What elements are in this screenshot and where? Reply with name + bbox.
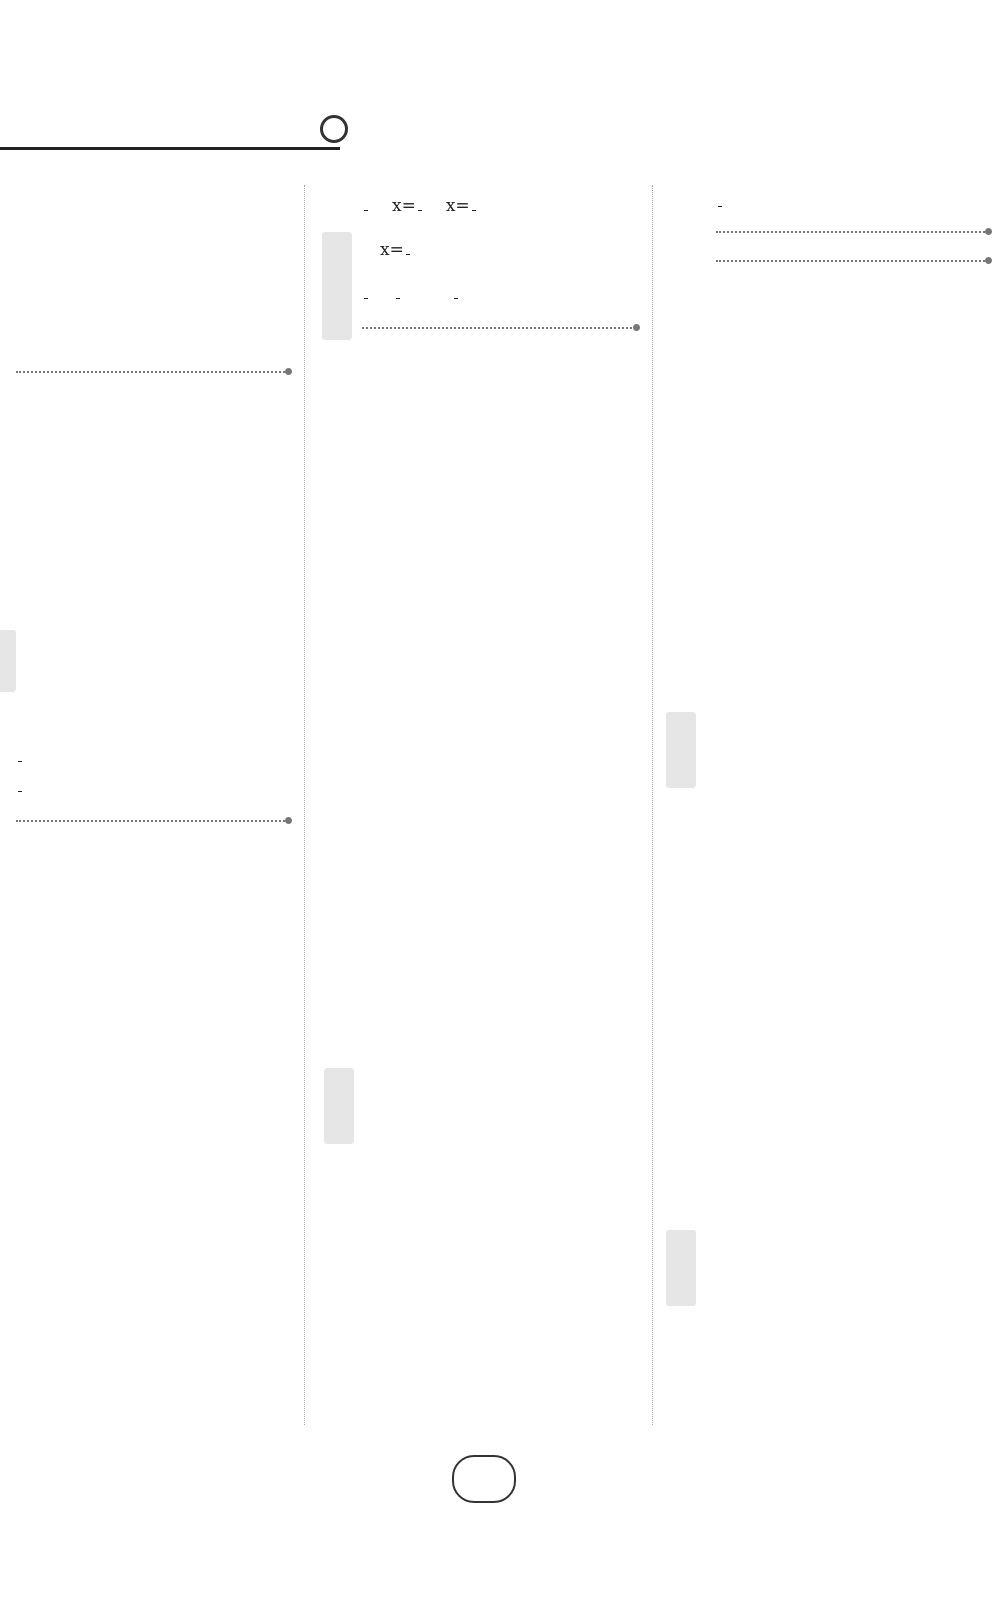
page-header [0, 95, 360, 155]
table-cell [16, 331, 120, 360]
table-cell [131, 605, 228, 634]
table-cell [120, 244, 218, 273]
table-row [16, 244, 288, 273]
tab-day3 [666, 1230, 696, 1306]
fraction [406, 244, 410, 259]
table-row [16, 488, 288, 517]
table-cell [229, 634, 289, 663]
table-cell [131, 458, 228, 487]
table-row [16, 400, 288, 429]
table-cell [229, 546, 289, 575]
table-row [16, 214, 288, 243]
table-cell [16, 273, 120, 302]
table-cell [16, 517, 131, 546]
table-cell [131, 576, 228, 605]
table-cell [131, 488, 228, 517]
table-cell [229, 488, 289, 517]
fraction [364, 288, 368, 303]
column-3 [716, 185, 988, 289]
column-divider [652, 185, 653, 1425]
text-line [362, 388, 636, 417]
text-line [16, 781, 288, 810]
table-cell [131, 546, 228, 575]
table-cell [16, 634, 131, 663]
table-cell [120, 273, 218, 302]
table-cell [218, 273, 288, 302]
fraction-line [362, 273, 636, 317]
table-cell [16, 458, 131, 487]
table-cell [16, 488, 131, 517]
table-cell [218, 214, 288, 243]
table-row [16, 458, 288, 487]
table-cell [131, 400, 228, 429]
table-cell [131, 634, 228, 663]
week-title [362, 344, 636, 388]
section-divider [362, 327, 636, 330]
table-row [16, 517, 288, 546]
tab-day1 [324, 1068, 354, 1144]
table-cell [131, 722, 228, 751]
table-cell [218, 185, 288, 214]
table-cell [16, 302, 120, 331]
table-row [16, 546, 288, 575]
table-cell [16, 546, 131, 575]
text-line [716, 185, 988, 221]
table-cell [229, 458, 289, 487]
table-row [16, 663, 288, 692]
table-row [16, 576, 288, 605]
table-row [16, 429, 288, 458]
table-row [16, 693, 288, 722]
table-cell [16, 605, 131, 634]
fraction [418, 200, 422, 215]
table-cell [229, 663, 289, 692]
table-cell [228, 400, 288, 429]
page-number [452, 1455, 516, 1503]
table-cell [218, 331, 288, 360]
fraction [18, 781, 22, 810]
table-cell [229, 722, 289, 751]
fraction [454, 288, 458, 303]
fraction [718, 196, 722, 211]
table-cell [16, 244, 120, 273]
table-row [16, 185, 288, 214]
column-1 [16, 185, 288, 849]
table-cell [16, 400, 131, 429]
table-cell [16, 576, 131, 605]
clock-icon [320, 115, 348, 143]
table-cell [229, 605, 289, 634]
fraction [18, 751, 22, 780]
table-cell [131, 517, 228, 546]
table-cell [229, 576, 289, 605]
table-row [16, 302, 288, 331]
table-cell [120, 302, 218, 331]
section-divider [16, 820, 288, 823]
table-row [16, 605, 288, 634]
equation-line: x= x= [362, 185, 636, 229]
header-underline [0, 147, 340, 150]
table-cell [16, 663, 131, 692]
tab-day2 [666, 712, 696, 788]
table-row [16, 722, 288, 751]
table-cell [229, 517, 289, 546]
section-divider [16, 371, 288, 374]
table-cell [218, 244, 288, 273]
table-cell [131, 663, 228, 692]
table-cell [16, 722, 131, 751]
fraction [472, 200, 476, 215]
table-row [16, 331, 288, 360]
table-row [16, 634, 288, 663]
table-mid [16, 400, 288, 752]
table-cell [120, 331, 218, 360]
tab-left-side [0, 630, 16, 692]
table-cell [120, 185, 218, 214]
table-cell [131, 429, 228, 458]
column-divider [304, 185, 305, 1425]
table-cell [120, 214, 218, 243]
equation-line: x= [362, 229, 636, 273]
table-row [16, 273, 288, 302]
table-cell [16, 429, 131, 458]
section-divider [716, 260, 988, 263]
tab-weekend-training [322, 232, 352, 340]
section-divider [716, 231, 988, 234]
table-cell [16, 214, 120, 243]
column-2 [362, 185, 636, 417]
table-cell [16, 185, 120, 214]
table-cell [131, 693, 228, 722]
table-cell [229, 693, 289, 722]
text-line [16, 751, 288, 780]
table-cell [229, 429, 289, 458]
table-cell [16, 693, 131, 722]
fraction [396, 288, 400, 303]
table-top [16, 185, 288, 361]
table-cell [218, 302, 288, 331]
fraction [364, 200, 368, 215]
